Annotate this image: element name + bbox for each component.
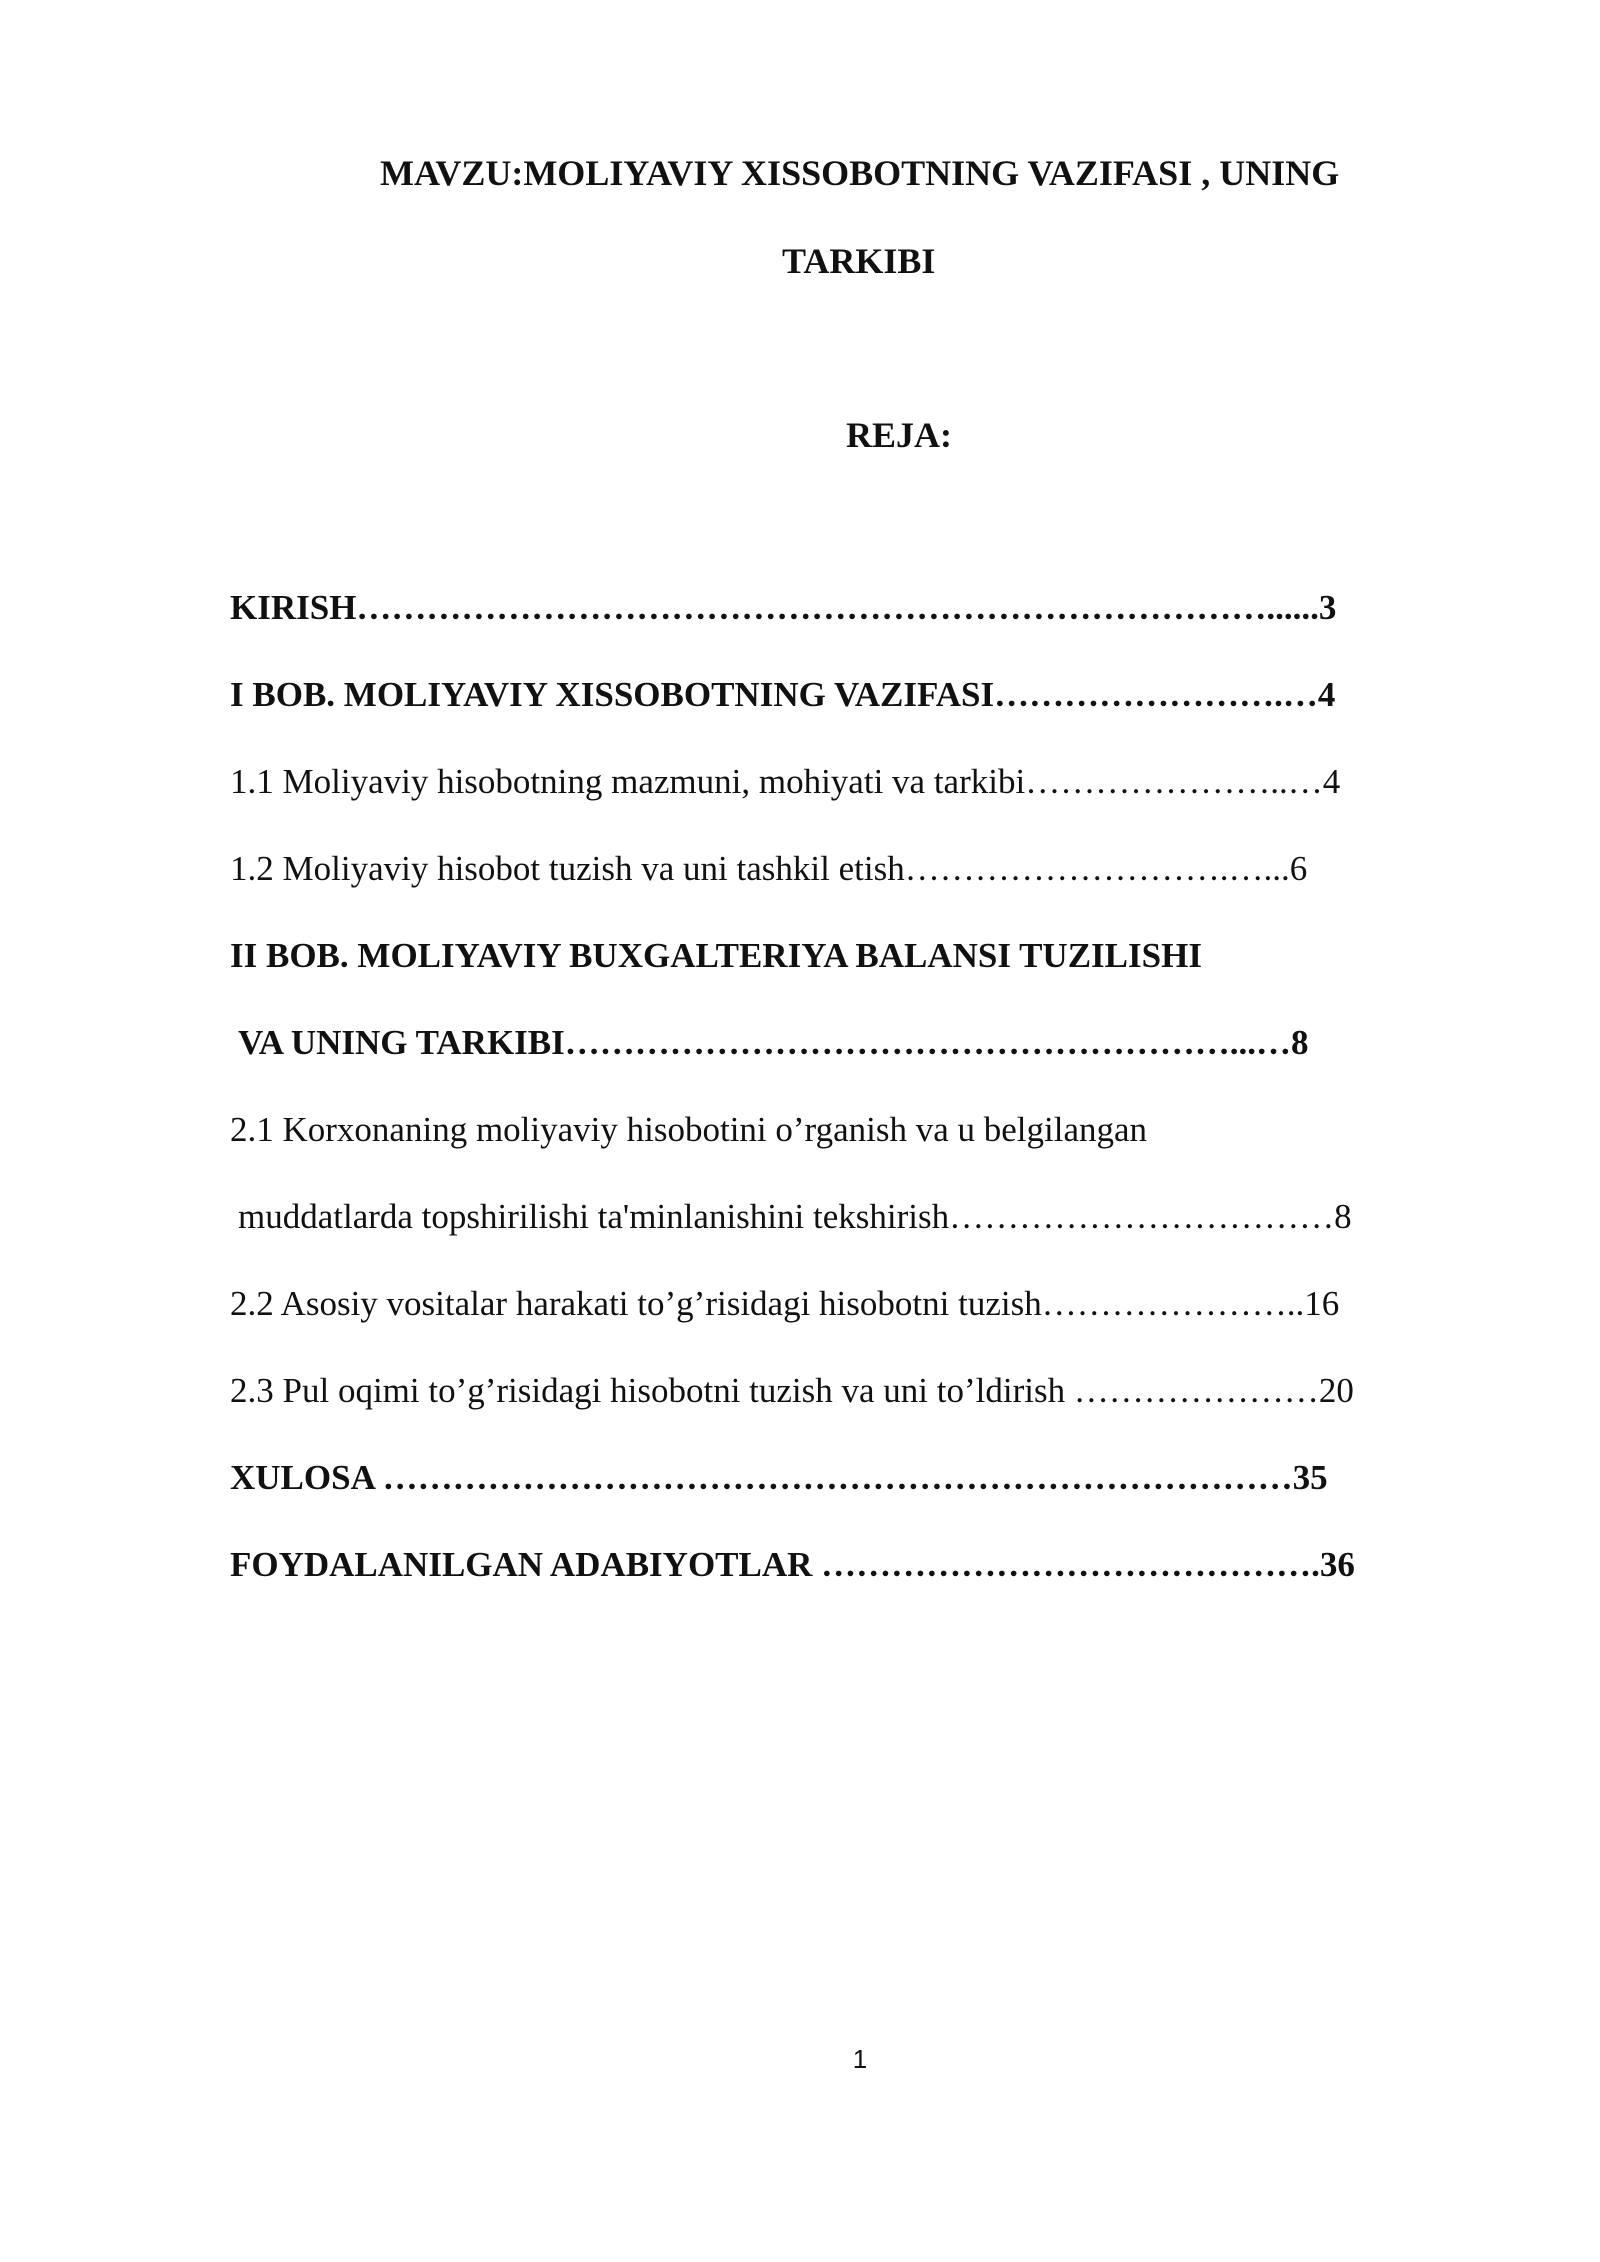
toc-entry-section-1-1: 1.1 Moliyaviy hisobotning mazmuni, mohiyati va tarkibi…………………..…4	[230, 762, 1341, 801]
toc-entry-section-1-2: 1.2 Moliyaviy hisobot tuzish va uni tashkil etish……………………….…...6	[230, 849, 1308, 888]
toc-entry-references: FOYDALANILGAN ADABIYOTLAR …………………………………….36	[230, 1545, 1355, 1584]
toc-entry-chapter-2-line-1: II BOB. MOLIYAVIY BUXGALTERIYA BALANSI TUZILISHI	[230, 936, 1202, 975]
plan-heading: REJA:	[846, 415, 952, 455]
toc-entry-section-2-3: 2.3 Pul oqimi to’g’risidagi hisobotni tuzish va uni to’ldirish …………………20	[230, 1371, 1354, 1410]
document-title-line-1: MAVZU:MOLIYAVIY XISSOBOTNING VAZIFASI , UNING	[380, 153, 1340, 193]
toc-entry-conclusion: XULOSA ……………………………………………………………………35	[230, 1458, 1328, 1497]
document-title-line-2: TARKIBI	[782, 241, 936, 281]
toc-entry-introduction: KIRISH……………………………………………………………………......3	[230, 588, 1337, 627]
toc-entry-section-2-1-line-1: 2.1 Korxonaning moliyaviy hisobotini o’rganish va u belgilangan	[230, 1110, 1148, 1149]
toc-entry-chapter-2-line-2: VA UNING TARKIBI…………………………………………………...…8	[238, 1023, 1309, 1062]
toc-entry-section-2-2: 2.2 Asosiy vositalar harakati to’g’risidagi hisobotni tuzish…………………..16	[230, 1284, 1340, 1323]
page-number: 1	[852, 2044, 868, 2074]
toc-entry-chapter-1: I BOB. MOLIYAVIY XISSOBOTNING VAZIFASI…………………….…4	[230, 675, 1336, 714]
toc-entry-section-2-1-line-2: muddatlarda topshirilishi ta'minlanishini tekshirish……………………………8	[238, 1197, 1352, 1236]
